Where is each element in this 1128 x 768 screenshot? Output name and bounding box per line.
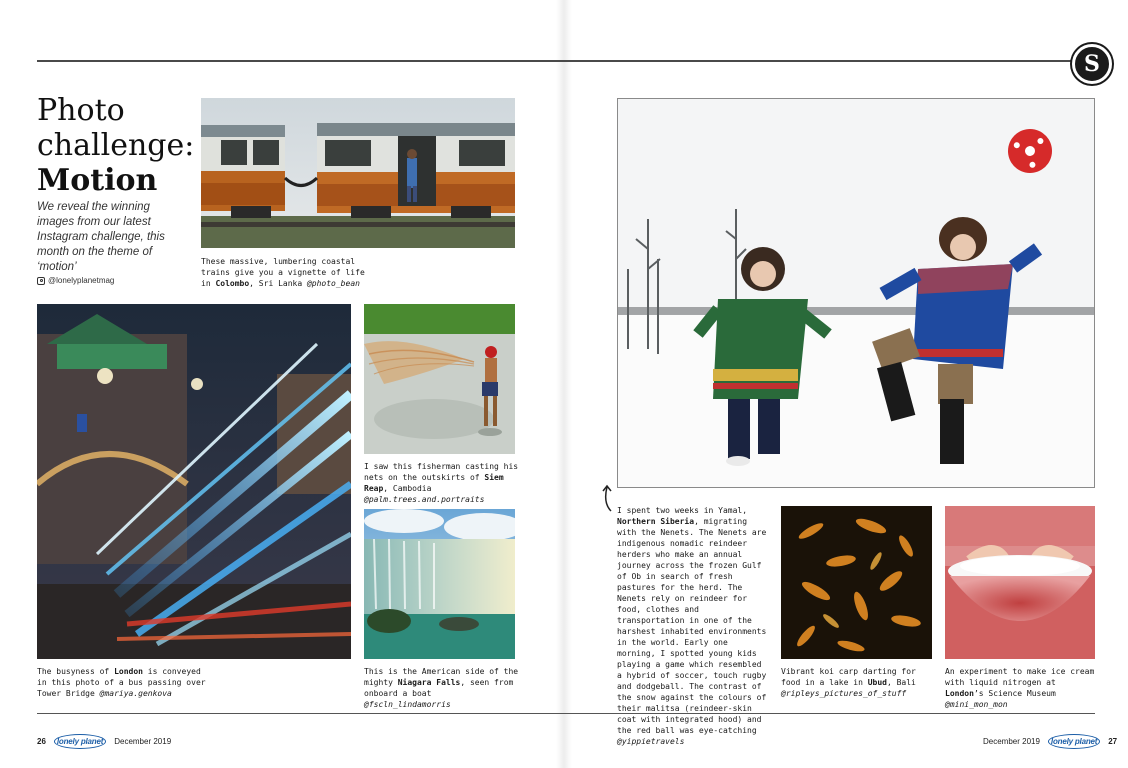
page-number-right: 27 xyxy=(1108,737,1118,746)
caption-niagara xyxy=(364,666,519,710)
caption-siberia-place: Northern Siberia xyxy=(617,517,695,526)
lonely-planet-logo-left: lonely planet xyxy=(54,737,106,746)
caption-siberia-text: I spent two weeks in Yamal, xyxy=(617,506,748,515)
caption-fisherman-text-2: , Cambodia xyxy=(383,484,432,493)
caption-niagara-credit[interactable]: @fscln_lindamorris xyxy=(364,700,451,709)
caption-koi-credit[interactable]: @ripleys_pictures_of_stuff xyxy=(781,689,907,698)
koi-photo xyxy=(781,506,932,659)
title-line-1: Photo xyxy=(37,93,125,128)
caption-siberia xyxy=(617,505,767,747)
caption-fisherman-text: I saw this fisherman casting his nets on the outskirts of xyxy=(364,462,519,482)
train-photo xyxy=(201,98,515,248)
page-title xyxy=(37,93,194,198)
lonely-planet-logo-right: lonely planet xyxy=(1048,737,1100,746)
folio-right xyxy=(983,737,1117,746)
instagram-handle[interactable] xyxy=(37,276,114,285)
caption-train-credit[interactable]: @photo_bean xyxy=(306,279,360,288)
caption-fisherman xyxy=(364,461,519,505)
caption-niagara-place: Niagara Falls xyxy=(397,678,461,687)
intro-text: We reveal the winning images from our latest Instagram challenge, this month on the theme of ‘motion’ xyxy=(37,201,165,273)
caption-koi-place: Ubud xyxy=(867,678,887,687)
caption-train-text-2: , Sri Lanka xyxy=(249,279,307,288)
curved-arrow-icon xyxy=(601,483,615,513)
caption-train-place: Colombo xyxy=(215,279,250,288)
siberia-photo xyxy=(617,98,1095,488)
london-photo xyxy=(37,304,351,659)
folio-left xyxy=(37,737,171,746)
niagara-photo xyxy=(364,509,515,659)
title-line-3: Motion xyxy=(37,163,158,198)
caption-icecream-credit[interactable]: @mini_mon_mon xyxy=(945,700,1008,709)
caption-koi-text-2: , Bali xyxy=(886,678,916,687)
caption-icecream-place: London xyxy=(945,689,974,698)
issue-date-right: December 2019 xyxy=(983,737,1040,746)
caption-london-text: The busyness of xyxy=(37,667,115,676)
section-badge: S xyxy=(1072,44,1112,84)
title-line-2: challenge: xyxy=(37,128,195,163)
page-spine xyxy=(556,0,572,768)
caption-siberia-text-2: , migrating with the Nenets. The Nenets are indigenous nomadic reindeer herders who make an annual journey across the frozen Gulf of Ob in search of fresh pastures for the herd. The Nenets rely on reindeer for food, clothes and transportation in one of the harshest inhabited environments in the world. Early one morning, I spotted young kids playing a game which resembled a hybrid of soccer, touch rugby and dodgeball. The contrast of the snow against the colours of their malitsa (reindeer-skin coat with integrated hood) and the red ball was eye-catching xyxy=(617,517,767,735)
caption-train-text: These massive, lumbering coastal trains give you a vignette of life in xyxy=(201,257,365,288)
caption-icecream-text: An experiment to make ice cream with liquid nitrogen at xyxy=(945,667,1095,687)
caption-koi-text: Vibrant koi carp darting for food in a lake in xyxy=(781,667,916,687)
issue-date-left: December 2019 xyxy=(114,737,172,746)
caption-niagara-text: This is the American side of the mighty xyxy=(364,667,519,687)
instagram-icon xyxy=(37,277,45,285)
caption-london xyxy=(37,666,207,699)
fisherman-photo xyxy=(364,304,515,454)
caption-train xyxy=(201,256,371,289)
caption-london-credit[interactable]: @mariya.genkova xyxy=(99,689,172,698)
bottom-rule xyxy=(37,713,1095,714)
caption-koi xyxy=(781,666,931,699)
caption-fisherman-credit[interactable]: @palm.trees.and.portraits xyxy=(364,495,485,504)
caption-icecream xyxy=(945,666,1095,710)
caption-niagara-text-2: , seen from onboard a boat xyxy=(364,678,514,698)
caption-fisherman-place: Siem Reap xyxy=(364,473,504,493)
caption-london-place: London xyxy=(114,667,143,676)
page-number-left: 26 xyxy=(37,737,46,746)
caption-siberia-credit[interactable]: @yippietravels xyxy=(617,737,685,746)
icecream-photo xyxy=(945,506,1095,659)
caption-icecream-text-2: ’s Science Museum xyxy=(973,689,1056,698)
handle-label: @lonelyplanetmag xyxy=(48,276,115,285)
top-rule xyxy=(37,60,1075,62)
caption-london-text-2: is conveyed in this photo of a bus passing over Tower Bridge xyxy=(37,667,206,698)
